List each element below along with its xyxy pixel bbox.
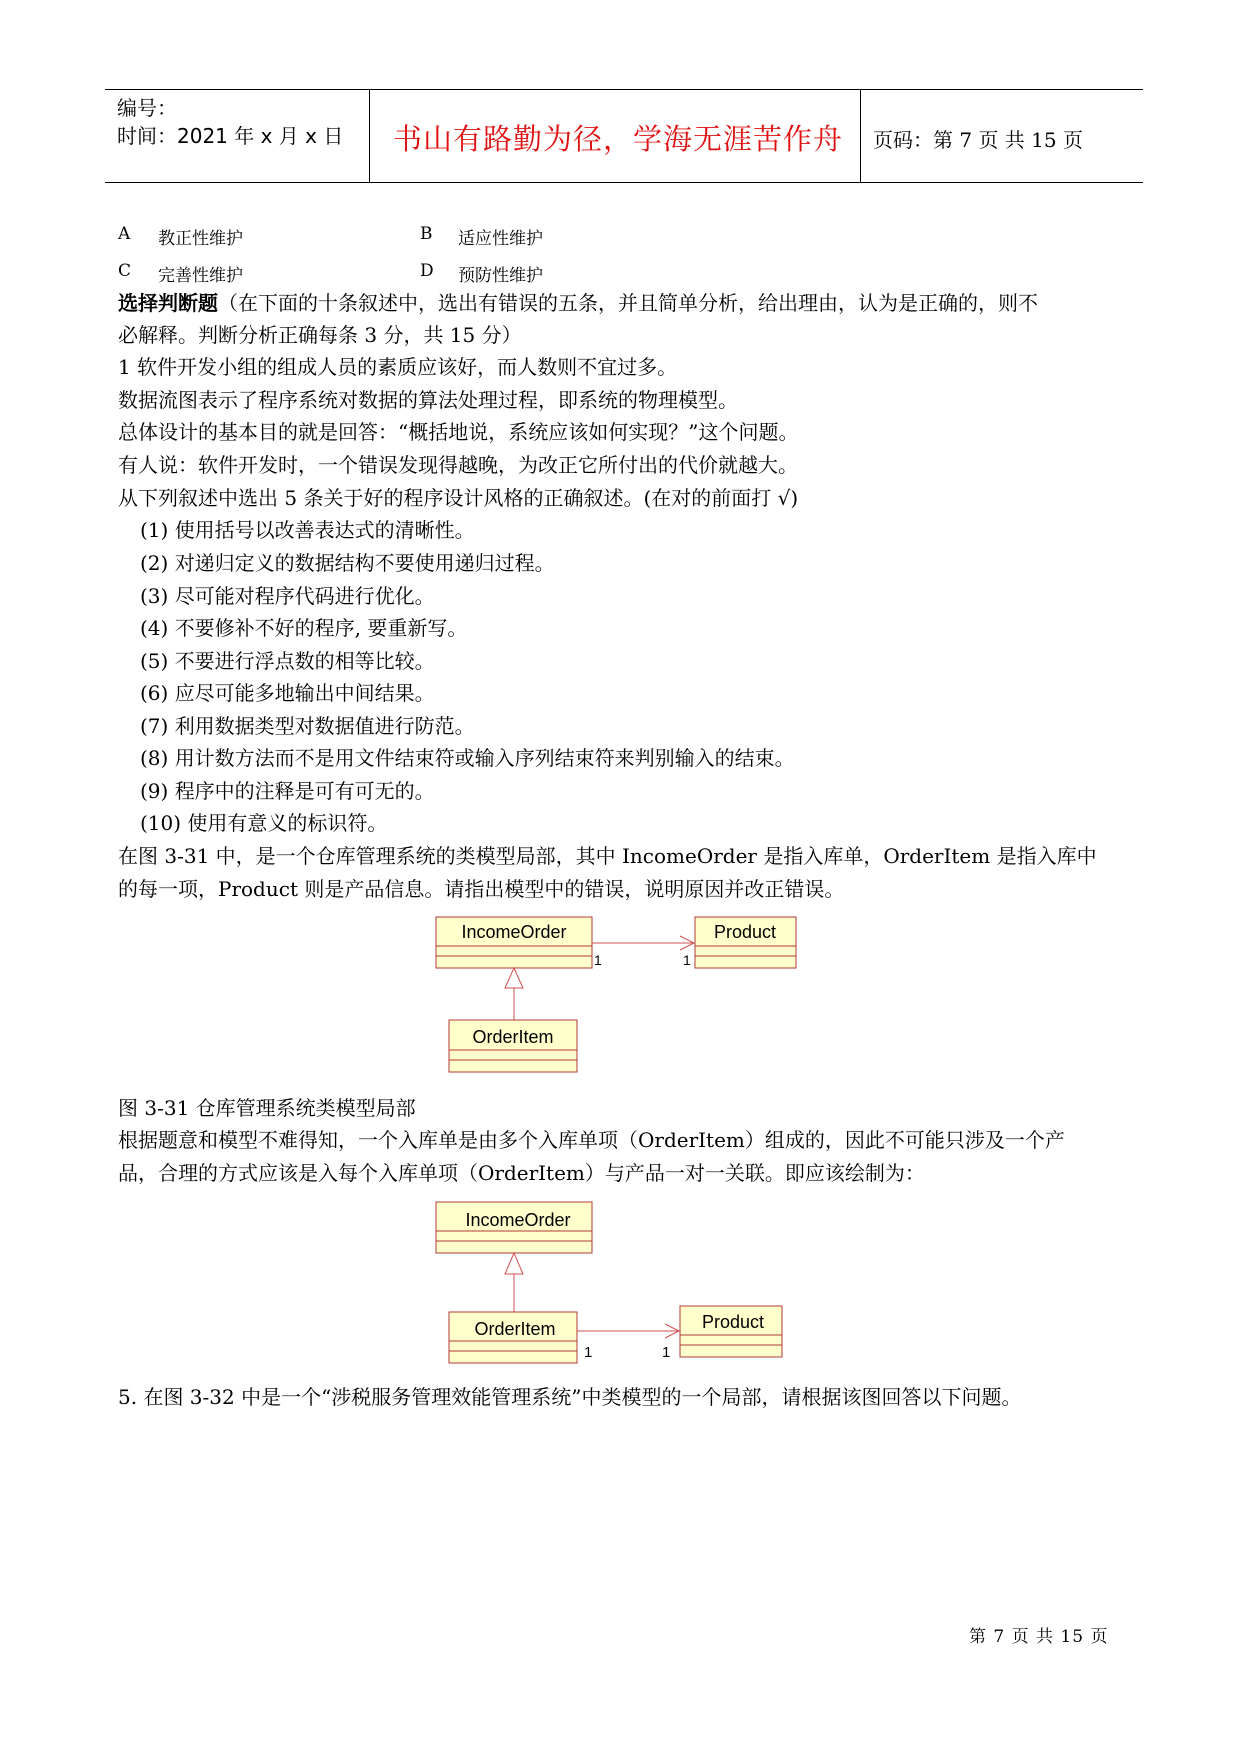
uml1-generalization	[505, 968, 523, 1020]
answer-line1: 根据题意和模型不难得知，一个入库单是由多个入库单项（OrderItem）组成的，因此不可能只涉及一个产	[118, 1128, 1065, 1152]
uml2-class-incomeorder	[436, 1202, 592, 1253]
serial-label: 编号：	[117, 96, 177, 120]
style-item: (5) 不要进行浮点数的相等比较。	[140, 649, 435, 673]
uml1-class-orderitem	[449, 1020, 577, 1072]
style-item: (1) 使用括号以改善表达式的清晰性。	[140, 518, 475, 542]
question5: 5. 在图 3-32 中是一个“涉税服务管理效能管理系统”中类模型的一个局部，请根据该图回答以下问题。	[118, 1385, 1022, 1409]
uml1-mult-left: 1	[594, 952, 602, 968]
uml1-orderitem-label: OrderItem	[472, 1027, 554, 1047]
uml1-product-label: Product	[713, 922, 777, 942]
style-item: (7) 利用数据类型对数据值进行防范。	[140, 714, 475, 738]
option-d-letter: D	[420, 261, 434, 281]
option-a-text: 教正性维护	[158, 229, 243, 249]
uml1-class-incomeorder	[436, 917, 592, 968]
uml2-product-label: Product	[701, 1312, 765, 1332]
statement-5: 从下列叙述中选出 5 条关于好的程序设计风格的正确叙述。(在对的前面打 √)	[118, 486, 799, 510]
time-label: 时间：2021 年 x 月 x 日	[117, 124, 344, 148]
question4-line2: 的每一项，Product 则是产品信息。请指出模型中的错误，说明原因并改正错误。	[118, 877, 845, 901]
uml2-generalization	[505, 1253, 523, 1312]
option-b-letter: B	[420, 224, 433, 244]
statement-2: 数据流图表示了程序系统对数据的算法处理过程，即系统的物理模型。	[118, 388, 738, 412]
option-c-letter: C	[118, 261, 132, 281]
section-intro-line2: 必解释。判断分析正确每条 3 分，共 15 分）	[118, 323, 522, 347]
uml1-class-product	[695, 917, 796, 968]
section-intro-text: （在下面的十条叙述中，选出有错误的五条，并且简单分析，给出理由，认为是正确的，则不	[218, 291, 1038, 315]
uml2-class-product	[680, 1306, 782, 1357]
option-b-text: 适应性维护	[458, 229, 543, 249]
style-item: (6) 应尽可能多地输出中间结果。	[140, 681, 435, 705]
page-footer: 第 7 页 共 15 页	[969, 1627, 1109, 1647]
statement-1: 1 软件开发小组的组成人员的素质应该好，而人数则不宜过多。	[118, 355, 678, 379]
style-item: (2) 对递归定义的数据结构不要使用递归过程。	[140, 551, 555, 575]
uml1-association	[592, 936, 694, 968]
answer-line2: 品，合理的方式应该是入每个入库单项（OrderItem）与产品一对一关联。即应该绘制为：	[118, 1161, 925, 1185]
motto: 书山有路勤为径，学海无涯苦作舟	[393, 122, 844, 156]
figure-caption: 图 3-31 仓库管理系统类模型局部	[118, 1096, 416, 1120]
option-a-letter: A	[118, 224, 131, 244]
uml1-incomeorder-label: IncomeOrder	[461, 922, 567, 942]
statement-3: 总体设计的基本目的就是回答：“概括地说，系统应该如何实现？”这个问题。	[118, 420, 799, 444]
uml2-incomeorder-label: IncomeOrder	[465, 1210, 571, 1230]
section-heading: 选择判断题	[118, 291, 218, 315]
style-item: (10) 使用有意义的标识符。	[140, 811, 388, 835]
option-d-text: 预防性维护	[458, 266, 543, 286]
uml2-association	[577, 1324, 679, 1361]
page-code: 页码：第 7 页 共 15 页	[873, 128, 1083, 152]
style-item: (3) 尽可能对程序代码进行优化。	[140, 584, 435, 608]
uml2-orderitem-label: OrderItem	[474, 1319, 556, 1339]
style-item: (4) 不要修补不好的程序, 要重新写。	[140, 616, 468, 640]
uml2-mult-left: 1	[584, 1344, 593, 1361]
question4-line1: 在图 3-31 中，是一个仓库管理系统的类模型局部，其中 IncomeOrder 是指入库单，OrderItem 是指入库中	[118, 844, 1097, 868]
uml2-class-orderitem	[449, 1312, 577, 1363]
uml2-mult-right: 1	[662, 1344, 671, 1361]
option-c-text: 完善性维护	[158, 266, 243, 286]
style-item: (9) 程序中的注释是可有可无的。	[140, 779, 435, 803]
style-item: (8) 用计数方法而不是用文件结束符或输入序列结束符来判别输入的结束。	[140, 746, 795, 770]
statement-4: 有人说：软件开发时，一个错误发现得越晚，为改正它所付出的代价就越大。	[118, 453, 798, 477]
uml1-mult-right: 1	[683, 952, 691, 968]
